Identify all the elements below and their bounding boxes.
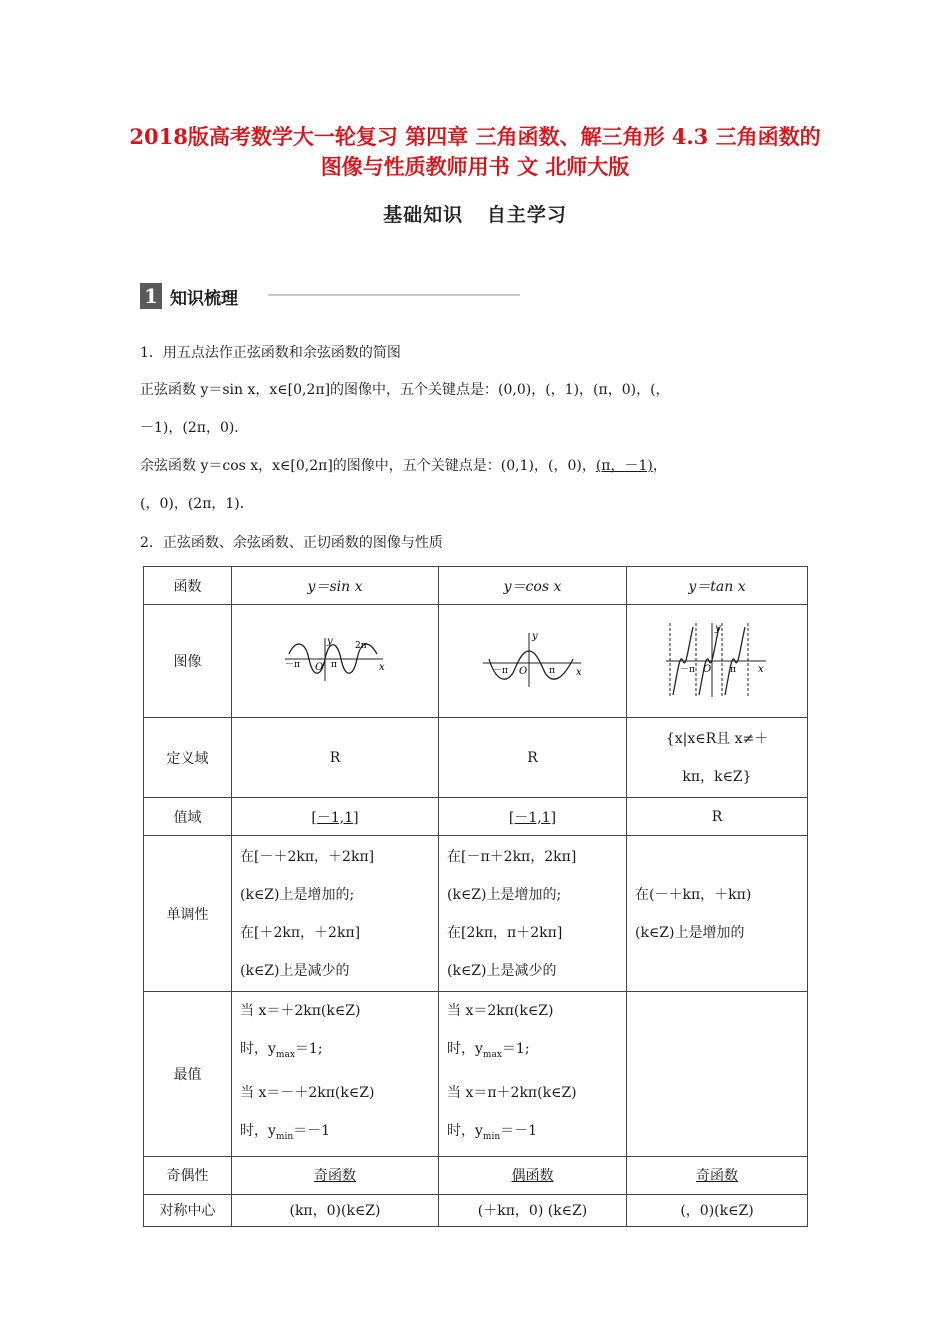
section-divider bbox=[268, 294, 520, 296]
ext-sin-line: 当 x＝＋2kπ(k∈Z) bbox=[240, 1003, 361, 1019]
table-row bbox=[144, 1194, 808, 1226]
mono-sin-line: (k∈Z)上是减少的 bbox=[240, 962, 350, 979]
parity-cos: 偶函数 bbox=[439, 1156, 627, 1194]
ext-cos-max bbox=[447, 1030, 618, 1074]
tan-graph-y-label: y bbox=[715, 623, 721, 634]
cos-graph-origin: O bbox=[518, 666, 527, 677]
paragraph-sin-keypoints-2: －1)，(2π，0)． bbox=[140, 420, 249, 436]
mono-cos-line: 在[2kπ，π＋2kπ] bbox=[447, 924, 563, 941]
domain-cos: R bbox=[439, 718, 627, 798]
tan-graph-pi: π bbox=[730, 665, 736, 675]
tan-graph-cell bbox=[627, 605, 808, 718]
mono-tan-line: 在(－＋kπ，＋kπ) bbox=[635, 886, 752, 903]
ext-text: ＝1; bbox=[294, 1041, 323, 1057]
monotonicity-cos bbox=[439, 836, 627, 992]
mono-cos-line: (k∈Z)上是增加的; bbox=[447, 886, 562, 903]
header-tan: y＝tan x bbox=[627, 567, 808, 605]
mono-cos-line: (k∈Z)上是减少的 bbox=[447, 962, 557, 979]
sin-graph-y-label: y bbox=[327, 636, 333, 647]
row-label-range: 值域 bbox=[144, 798, 232, 836]
ext-text: 时，y bbox=[240, 1122, 276, 1139]
cos-graph-pi: π bbox=[548, 666, 555, 676]
extremes-sin bbox=[232, 992, 439, 1157]
ext-cos-line: 当 x＝2kπ(k∈Z) bbox=[447, 1003, 554, 1019]
table-row bbox=[144, 836, 808, 992]
subtitle-right: 自主学习 bbox=[486, 204, 567, 226]
extremes-cos bbox=[439, 992, 627, 1157]
section-header bbox=[140, 283, 238, 309]
sin-graph-x-label: x bbox=[379, 662, 385, 673]
cos-graph-cell bbox=[439, 605, 627, 718]
ext-sub: min bbox=[275, 1131, 294, 1142]
table-row bbox=[144, 798, 808, 836]
monotonicity-sin bbox=[232, 836, 439, 992]
ext-cos-min bbox=[447, 1112, 618, 1156]
row-label-extremes: 最值 bbox=[144, 992, 232, 1157]
row-label-parity: 奇偶性 bbox=[144, 1156, 232, 1194]
symmetry-sin: (kπ，0)(k∈Z) bbox=[232, 1194, 439, 1226]
parity-tan: 奇函数 bbox=[627, 1156, 808, 1194]
sin-graph-origin: O bbox=[315, 662, 324, 673]
ext-text: ＝1; bbox=[501, 1041, 530, 1057]
ext-text: ＝－1 bbox=[500, 1122, 538, 1139]
range-tan: R bbox=[627, 798, 808, 836]
sin-graph-cell bbox=[232, 605, 439, 718]
sin-graph-neg-pi: －π bbox=[285, 660, 300, 670]
cos-keypoint-underlined: (π，－1) bbox=[595, 458, 653, 474]
ext-sin-min bbox=[240, 1112, 430, 1156]
cos-keypoints-comma: ， bbox=[652, 458, 667, 474]
ext-text: ＝－1 bbox=[293, 1122, 331, 1139]
tan-graph-x-label: x bbox=[758, 664, 764, 675]
sin-graph-pi: π bbox=[331, 660, 337, 670]
domain-sin: R bbox=[232, 718, 439, 798]
symmetry-tan: (，0)(k∈Z) bbox=[627, 1194, 808, 1226]
domain-tan-line1: {x|x∈R且 x≠＋ bbox=[665, 730, 769, 747]
domain-tan-line2: kπ，k∈Z} bbox=[682, 768, 752, 785]
cos-graph-x-label: x bbox=[575, 667, 582, 678]
range-sin: [－1,1] bbox=[232, 798, 439, 836]
paragraph-sin-keypoints-1: 正弦函数 y＝sin x，x∈[0,2π]的图像中，五个关键点是：(0,0)，(，1)，(π，0)，(， bbox=[140, 382, 670, 398]
parity-sin: 奇函数 bbox=[232, 1156, 439, 1194]
paragraph-cos-keypoints-2: (，0)，(2π，1)． bbox=[140, 496, 254, 512]
row-label-graph: 图像 bbox=[144, 605, 232, 718]
tan-graph-neg-pi: －π bbox=[680, 665, 695, 675]
section-number: 1 bbox=[140, 283, 162, 309]
mono-sin-line: 在[－＋2kπ，＋2kπ] bbox=[240, 848, 375, 865]
section-subtitle bbox=[0, 200, 950, 227]
table-row bbox=[144, 605, 808, 718]
range-cos: [－1,1] bbox=[439, 798, 627, 836]
ext-cos-line: 当 x＝π＋2kπ(k∈Z) bbox=[447, 1084, 577, 1101]
mono-sin-line: 在[＋2kπ，＋2kπ] bbox=[240, 924, 361, 941]
ext-sub: max bbox=[275, 1049, 295, 1060]
section-label: 知识梳理 bbox=[170, 288, 238, 309]
ext-text: 时，y bbox=[447, 1122, 483, 1139]
table-row bbox=[144, 992, 808, 1157]
ext-sin-max bbox=[240, 1030, 430, 1074]
ext-sin-line: 当 x＝－＋2kπ(k∈Z) bbox=[240, 1084, 375, 1101]
ext-sub: max bbox=[482, 1049, 502, 1060]
header-sin: y＝sin x bbox=[232, 567, 439, 605]
tan-graph-origin: O bbox=[703, 664, 712, 675]
table-row bbox=[144, 1156, 808, 1194]
row-label-domain: 定义域 bbox=[144, 718, 232, 798]
ext-sub: min bbox=[482, 1131, 501, 1142]
document-title: 2018版高考数学大一轮复习 第四章 三角函数、解三角形 4.3 三角函数的图像与性质教师用书 文 北师大版 bbox=[129, 124, 821, 179]
mono-sin-line: (k∈Z)上是增加的; bbox=[240, 886, 355, 903]
monotonicity-tan bbox=[627, 836, 808, 992]
sin-graph bbox=[283, 634, 387, 684]
cos-graph-y-label: y bbox=[531, 631, 538, 642]
row-label-symmetry: 对称中心 bbox=[144, 1194, 232, 1226]
sin-graph-2pi: 2π bbox=[355, 641, 367, 651]
domain-tan bbox=[627, 718, 808, 798]
table-row bbox=[144, 718, 808, 798]
ext-text: 时，y bbox=[447, 1041, 483, 1057]
subtitle-left: 基础知识 bbox=[383, 204, 464, 226]
symmetry-cos: (＋kπ，0) (k∈Z) bbox=[439, 1194, 627, 1226]
cos-graph-neg-pi: －π bbox=[492, 666, 508, 676]
paragraph-cos-keypoints-1 bbox=[140, 456, 667, 476]
cos-graph bbox=[481, 629, 585, 689]
mono-tan-line: (k∈Z)上是增加的 bbox=[635, 924, 745, 941]
table-row bbox=[144, 567, 808, 605]
properties-table bbox=[143, 566, 808, 1227]
tan-graph bbox=[662, 619, 772, 699]
header-function: 函数 bbox=[144, 567, 232, 605]
row-label-monotonicity: 单调性 bbox=[144, 836, 232, 992]
ext-text: 时，y bbox=[240, 1041, 276, 1057]
cos-keypoints-text: 余弦函数 y＝cos x，x∈[0,2π]的图像中，五个关键点是：(0,1)，(，0)， bbox=[140, 458, 596, 474]
header-cos: y＝cos x bbox=[439, 567, 627, 605]
paragraph-table-intro: 2．正弦函数、余弦函数、正切函数的图像与性质 bbox=[140, 535, 443, 551]
paragraph-five-point: 1．用五点法作正弦函数和余弦函数的简图 bbox=[140, 345, 401, 361]
mono-cos-line: 在[－π＋2kπ，2kπ] bbox=[447, 848, 577, 865]
extremes-tan bbox=[627, 992, 808, 1157]
